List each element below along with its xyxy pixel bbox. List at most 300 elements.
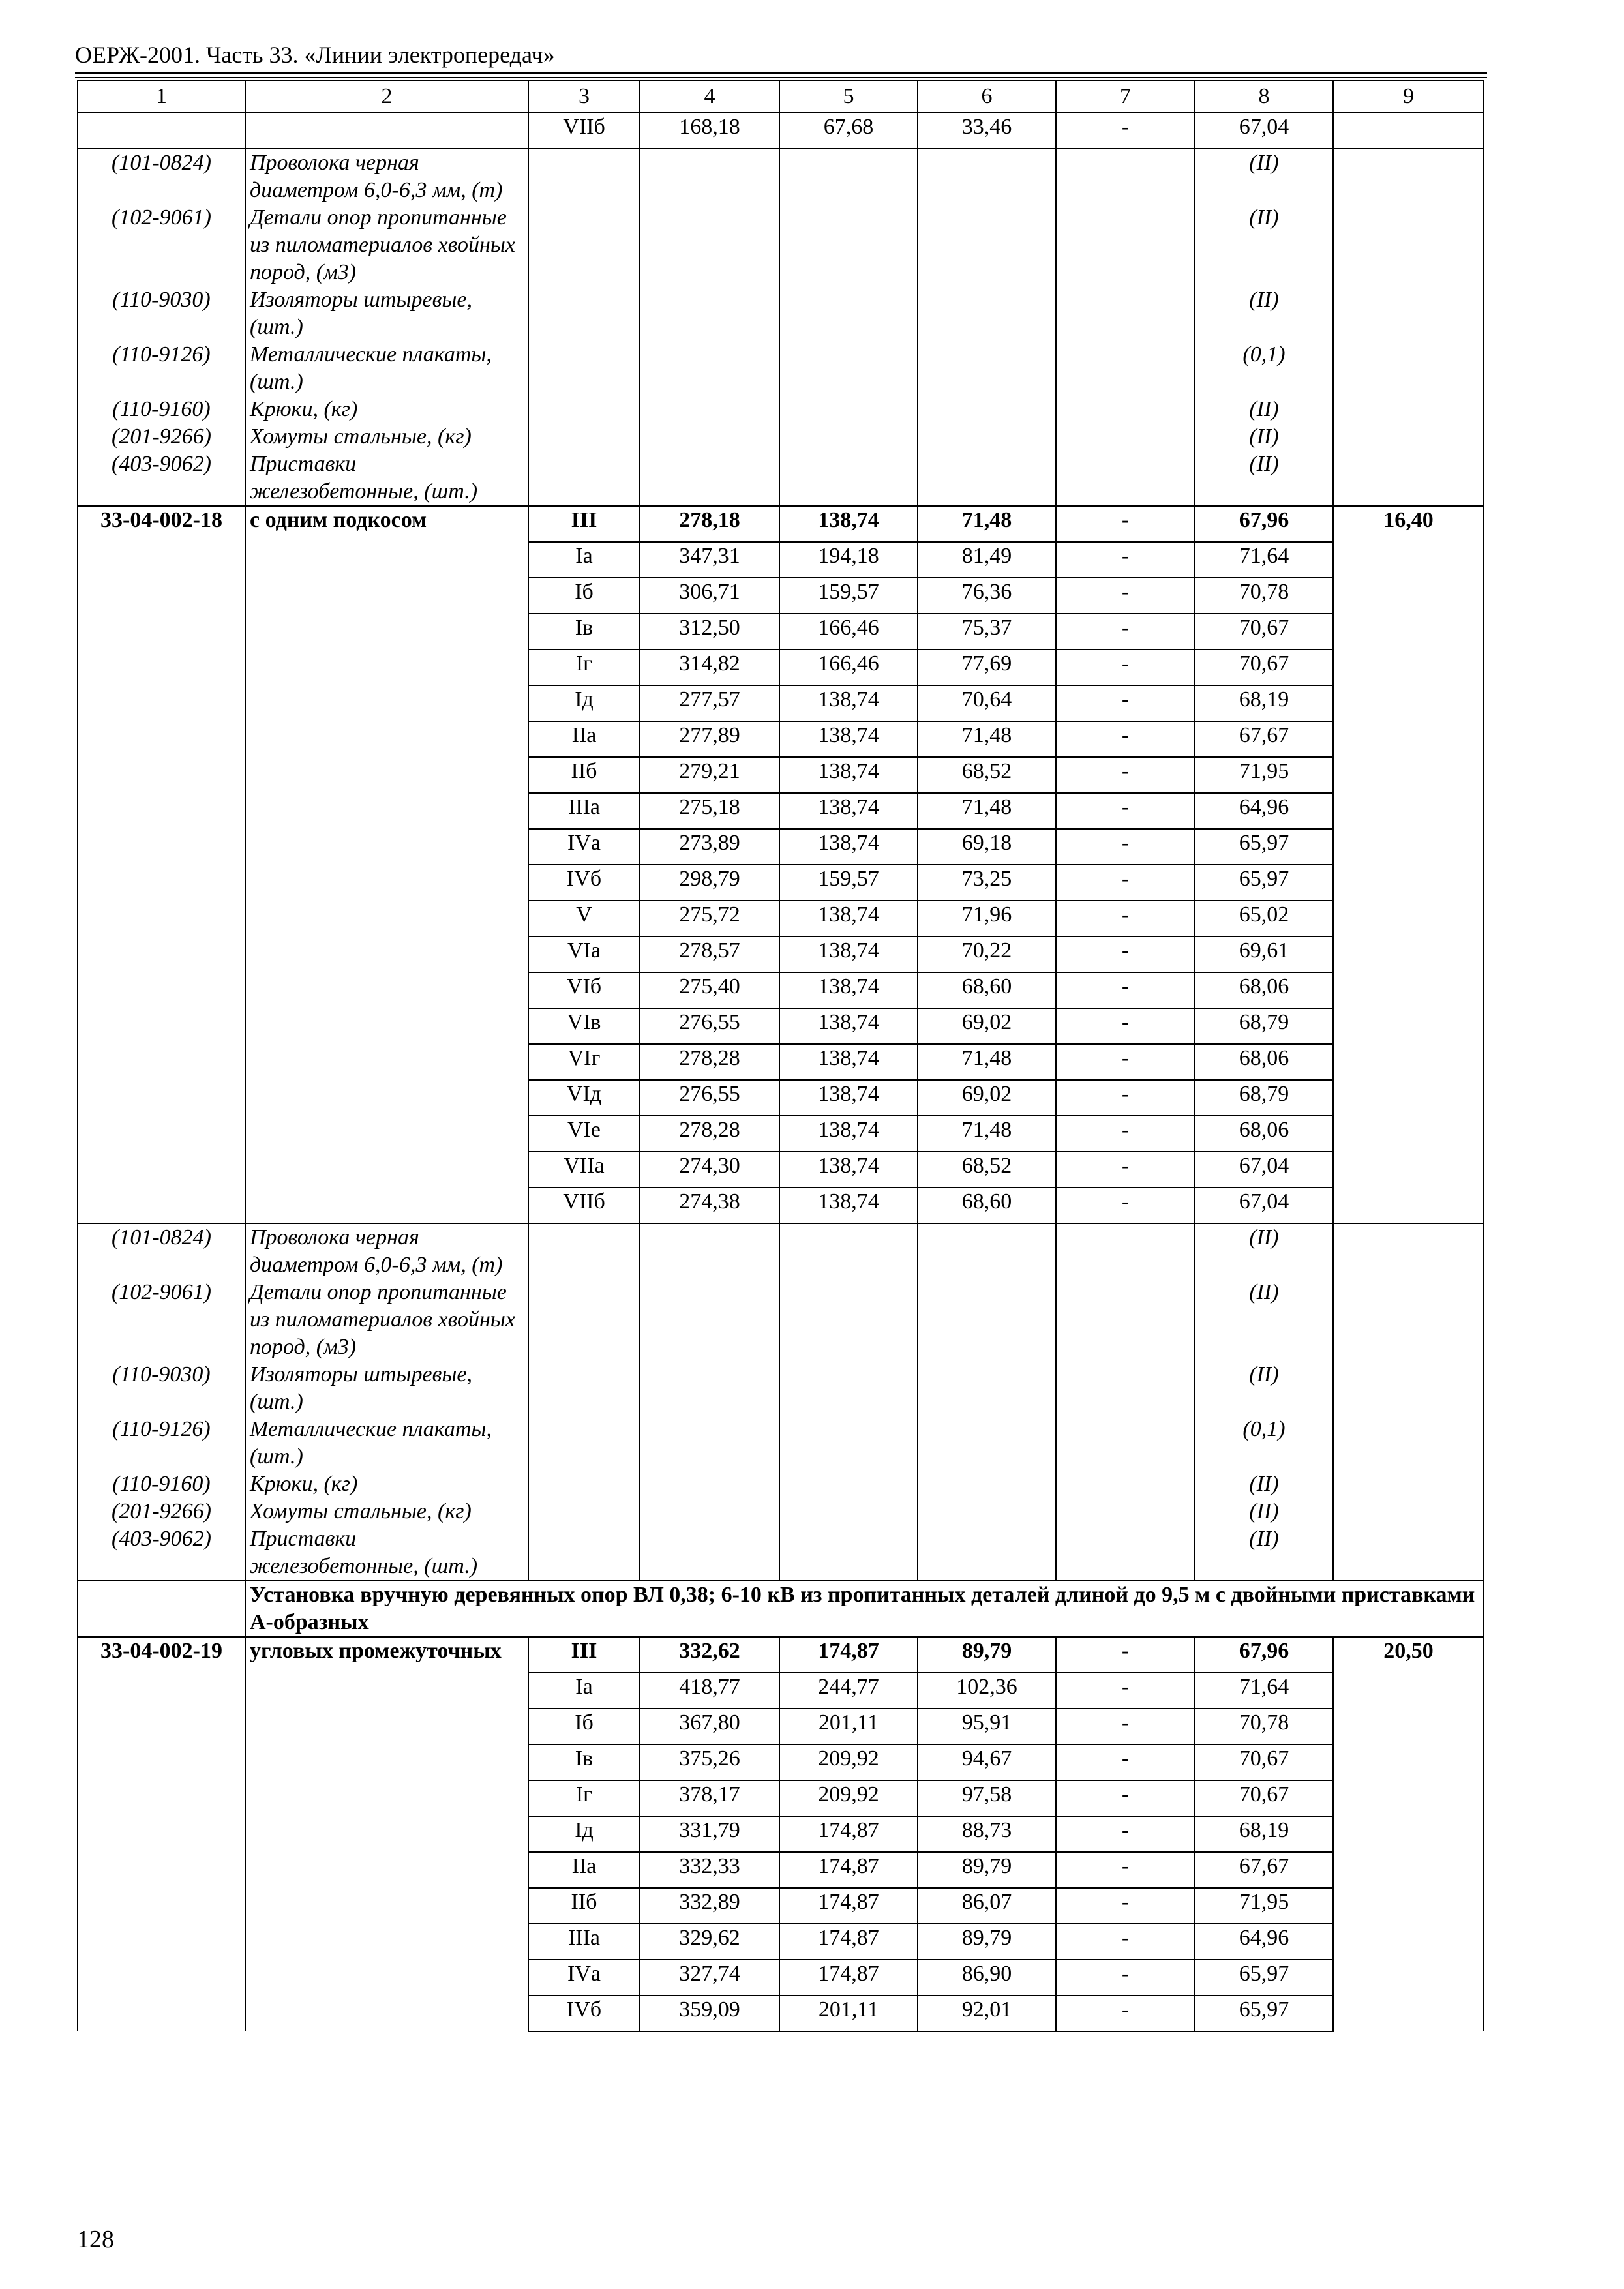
material-name: Приставки железобетонные, (шт.)	[245, 451, 528, 506]
machine-cost-cell: 70,64	[918, 685, 1056, 721]
material-qty: (0,1)	[1195, 1416, 1333, 1471]
driver-wages-cell: -	[1056, 1116, 1195, 1152]
empty-cell	[779, 396, 918, 423]
norm-subclass-cell: IVа	[528, 829, 640, 865]
wages-cell: 209,92	[779, 1744, 918, 1780]
empty-cell	[528, 396, 640, 423]
total-cost-cell: 276,55	[640, 1080, 779, 1116]
material-qty: (0,1)	[1195, 341, 1333, 396]
norm-subclass-cell: IVб	[528, 1996, 640, 2031]
empty-cell	[918, 1223, 1056, 1279]
wages-cell: 174,87	[779, 1888, 918, 1924]
empty-cell	[918, 396, 1056, 423]
machine-cost-cell: 81,49	[918, 542, 1056, 578]
total-cost-cell: 312,50	[640, 614, 779, 650]
total-cost-cell: 275,40	[640, 972, 779, 1008]
materials-cost-cell: 64,96	[1195, 1924, 1333, 1960]
empty-cell	[1333, 113, 1484, 149]
material-code: (110-9126)	[78, 1416, 245, 1471]
empty-cell	[779, 1223, 918, 1279]
empty-cell	[1056, 1416, 1195, 1471]
materials-cost-cell: 68,79	[1195, 1008, 1333, 1044]
material-code: (101-0824)	[78, 149, 245, 204]
empty-cell	[1056, 204, 1195, 286]
wages-cell: 138,74	[779, 1080, 918, 1116]
machine-cost-cell: 94,67	[918, 1744, 1056, 1780]
wages-cell: 174,87	[779, 1924, 918, 1960]
materials-cost-cell: 65,02	[1195, 901, 1333, 936]
driver-wages-cell: -	[1056, 1709, 1195, 1744]
machine-cost-cell: 68,52	[918, 1152, 1056, 1188]
norm-subclass-cell: Iб	[528, 578, 640, 614]
empty-cell	[528, 286, 640, 341]
empty-cell	[640, 1498, 779, 1525]
empty-cell	[528, 451, 640, 506]
machine-cost-cell: 71,48	[918, 721, 1056, 757]
rate-code: 33-04-002-18	[78, 506, 245, 1223]
materials-cost-cell: 70,67	[1195, 614, 1333, 650]
material-row	[78, 1471, 1484, 1498]
driver-wages-cell: -	[1056, 901, 1195, 936]
wages-cell: 138,74	[779, 936, 918, 972]
driver-wages-cell: -	[1056, 1924, 1195, 1960]
empty-cell	[640, 1361, 779, 1416]
driver-wages-cell: -	[1056, 1080, 1195, 1116]
materials-cost-cell: 68,19	[1195, 1816, 1333, 1852]
empty-cell	[1333, 396, 1484, 423]
driver-wages-cell: -	[1056, 1996, 1195, 2031]
total-cost-cell: 274,30	[640, 1152, 779, 1188]
machine-cost-cell: 70,22	[918, 936, 1056, 972]
machine-cost-cell: 102,36	[918, 1673, 1056, 1709]
material-name: Детали опор пропитанные из пиломатериалов хвойных пород, (м3)	[245, 204, 528, 286]
machine-cost-cell: 88,73	[918, 1816, 1056, 1852]
wages-cell: 201,11	[779, 1996, 918, 2031]
material-qty: (II)	[1195, 204, 1333, 286]
total-cost-cell: 332,62	[640, 1637, 779, 1673]
material-name: Изоляторы штыревые, (шт.)	[245, 286, 528, 341]
material-qty: (II)	[1195, 451, 1333, 506]
material-qty: (II)	[1195, 1525, 1333, 1581]
empty-cell	[779, 1416, 918, 1471]
column-header-row	[78, 80, 1484, 113]
total-cost-cell: 367,80	[640, 1709, 779, 1744]
empty-cell	[640, 149, 779, 204]
driver-wages-cell: -	[1056, 1673, 1195, 1709]
materials-cost-cell: 67,04	[1195, 113, 1333, 149]
empty-cell	[528, 1279, 640, 1361]
empty-cell	[640, 286, 779, 341]
norm-subclass-cell: Iд	[528, 685, 640, 721]
materials-cost-cell: 68,06	[1195, 1116, 1333, 1152]
column9-value: 20,50	[1333, 1637, 1484, 2031]
empty-cell	[918, 1525, 1056, 1581]
norm-subclass-cell: VIа	[528, 936, 640, 972]
machine-cost-cell: 86,90	[918, 1960, 1056, 1996]
empty-cell	[779, 451, 918, 506]
machine-cost-cell: 76,36	[918, 578, 1056, 614]
material-qty: (II)	[1195, 423, 1333, 451]
material-name: Металлические плакаты, (шт.)	[245, 1416, 528, 1471]
material-qty: (II)	[1195, 1279, 1333, 1361]
driver-wages-cell: -	[1056, 829, 1195, 865]
empty-cell	[78, 113, 245, 149]
empty-cell	[779, 1361, 918, 1416]
machine-cost-cell: 89,79	[918, 1637, 1056, 1673]
empty-cell	[779, 204, 918, 286]
machine-cost-cell: 86,07	[918, 1888, 1056, 1924]
machine-cost-cell: 68,60	[918, 972, 1056, 1008]
wages-cell: 244,77	[779, 1673, 918, 1709]
material-name: Хомуты стальные, (кг)	[245, 423, 528, 451]
empty-cell	[1333, 286, 1484, 341]
material-code: (110-9126)	[78, 341, 245, 396]
empty-cell	[1056, 1279, 1195, 1361]
wages-cell: 138,74	[779, 685, 918, 721]
empty-cell	[1333, 1361, 1484, 1416]
material-name: Хомуты стальные, (кг)	[245, 1498, 528, 1525]
norm-subclass-cell: III	[528, 1637, 640, 1673]
material-qty: (II)	[1195, 286, 1333, 341]
empty-cell	[1056, 1498, 1195, 1525]
empty-cell	[640, 1525, 779, 1581]
empty-cell	[779, 149, 918, 204]
material-qty: (II)	[1195, 1498, 1333, 1525]
material-row	[78, 1223, 1484, 1279]
wages-cell: 159,57	[779, 865, 918, 901]
machine-cost-cell: 68,52	[918, 757, 1056, 793]
norm-subclass-cell: VIIб	[528, 1188, 640, 1223]
machine-cost-cell: 71,48	[918, 1044, 1056, 1080]
empty-cell	[1333, 451, 1484, 506]
materials-cost-cell: 67,67	[1195, 1852, 1333, 1888]
wages-cell: 138,74	[779, 793, 918, 829]
materials-cost-cell: 67,96	[1195, 1637, 1333, 1673]
material-qty: (II)	[1195, 149, 1333, 204]
empty-cell	[918, 1416, 1056, 1471]
wages-cell: 194,18	[779, 542, 918, 578]
material-code: (110-9030)	[78, 1361, 245, 1416]
norm-subclass-cell: IIIа	[528, 1924, 640, 1960]
wages-cell: 174,87	[779, 1852, 918, 1888]
machine-cost-cell: 69,02	[918, 1080, 1056, 1116]
materials-cost-cell: 67,04	[1195, 1152, 1333, 1188]
machine-cost-cell: 69,02	[918, 1008, 1056, 1044]
empty-cell	[918, 149, 1056, 204]
machine-cost-cell: 77,69	[918, 650, 1056, 685]
empty-cell	[779, 1525, 918, 1581]
page-number: 128	[77, 2226, 114, 2253]
empty-cell	[779, 1471, 918, 1498]
empty-cell	[640, 341, 779, 396]
driver-wages-cell: -	[1056, 1888, 1195, 1924]
norm-subclass-cell: Iа	[528, 1673, 640, 1709]
driver-wages-cell: -	[1056, 793, 1195, 829]
empty-cell	[1333, 204, 1484, 286]
total-cost-cell: 329,62	[640, 1924, 779, 1960]
driver-wages-cell: -	[1056, 1960, 1195, 1996]
total-cost-cell: 347,31	[640, 542, 779, 578]
material-name: Детали опор пропитанные из пиломатериалов хвойных пород, (м3)	[245, 1279, 528, 1361]
empty-cell	[1333, 341, 1484, 396]
wages-cell: 138,74	[779, 1188, 918, 1223]
driver-wages-cell: -	[1056, 1744, 1195, 1780]
empty-cell	[1333, 1498, 1484, 1525]
driver-wages-cell: -	[1056, 650, 1195, 685]
material-code: (110-9160)	[78, 1471, 245, 1498]
material-row	[78, 1361, 1484, 1416]
empty-cell	[528, 204, 640, 286]
total-cost-cell: 418,77	[640, 1673, 779, 1709]
total-cost-cell: 277,89	[640, 721, 779, 757]
materials-cost-cell: 67,04	[1195, 1188, 1333, 1223]
rate-code: 33-04-002-19	[78, 1637, 245, 2031]
empty-cell	[528, 1416, 640, 1471]
material-code: (403-9062)	[78, 451, 245, 506]
driver-wages-cell: -	[1056, 1637, 1195, 1673]
empty-cell	[528, 341, 640, 396]
material-code: (102-9061)	[78, 1279, 245, 1361]
column-header: 7	[1056, 80, 1195, 113]
materials-cost-cell: 70,78	[1195, 1709, 1333, 1744]
materials-cost-cell: 71,64	[1195, 542, 1333, 578]
total-cost-cell: 278,28	[640, 1116, 779, 1152]
material-name: Проволока черная диаметром 6,0-6,3 мм, (т)	[245, 1223, 528, 1279]
machine-cost-cell: 89,79	[918, 1852, 1056, 1888]
norm-subclass-cell: VIд	[528, 1080, 640, 1116]
wages-cell: 138,74	[779, 901, 918, 936]
total-cost-cell: 314,82	[640, 650, 779, 685]
column-header: 8	[1195, 80, 1333, 113]
column-header: 2	[245, 80, 528, 113]
material-code: (201-9266)	[78, 1498, 245, 1525]
driver-wages-cell: -	[1056, 542, 1195, 578]
wages-cell: 166,46	[779, 614, 918, 650]
driver-wages-cell: -	[1056, 936, 1195, 972]
machine-cost-cell: 71,48	[918, 1116, 1056, 1152]
empty-cell	[1056, 286, 1195, 341]
material-row	[78, 396, 1484, 423]
norm-subclass-cell: V	[528, 901, 640, 936]
driver-wages-cell: -	[1056, 506, 1195, 542]
materials-cost-cell: 70,67	[1195, 1780, 1333, 1816]
driver-wages-cell: -	[1056, 1780, 1195, 1816]
empty-cell	[640, 1416, 779, 1471]
wages-cell: 138,74	[779, 1044, 918, 1080]
materials-cost-cell: 69,61	[1195, 936, 1333, 972]
driver-wages-cell: -	[1056, 685, 1195, 721]
empty-cell	[1056, 1223, 1195, 1279]
norm-subclass-cell: IIб	[528, 1888, 640, 1924]
table-row	[78, 113, 1484, 149]
material-name: Проволока черная диаметром 6,0-6,3 мм, (т)	[245, 149, 528, 204]
table-body	[78, 80, 1484, 2031]
material-row	[78, 286, 1484, 341]
table-row	[78, 506, 1484, 542]
wages-cell: 174,87	[779, 1960, 918, 1996]
empty-cell	[1333, 1223, 1484, 1279]
material-code: (101-0824)	[78, 1223, 245, 1279]
materials-cost-cell: 67,96	[1195, 506, 1333, 542]
empty-cell	[1333, 149, 1484, 204]
total-cost-cell: 278,28	[640, 1044, 779, 1080]
empty-cell	[1333, 1525, 1484, 1581]
material-qty: (II)	[1195, 1361, 1333, 1416]
driver-wages-cell: -	[1056, 1008, 1195, 1044]
empty-cell	[1056, 451, 1195, 506]
driver-wages-cell: -	[1056, 578, 1195, 614]
empty-cell	[1056, 1525, 1195, 1581]
norm-subclass-cell: IIа	[528, 721, 640, 757]
empty-cell	[528, 423, 640, 451]
material-name: Приставки железобетонные, (шт.)	[245, 1525, 528, 1581]
empty-cell	[640, 1279, 779, 1361]
total-cost-cell: 278,57	[640, 936, 779, 972]
total-cost-cell: 275,18	[640, 793, 779, 829]
materials-cost-cell: 65,97	[1195, 865, 1333, 901]
materials-cost-cell: 68,06	[1195, 1044, 1333, 1080]
empty-cell	[779, 423, 918, 451]
driver-wages-cell: -	[1056, 113, 1195, 149]
total-cost-cell: 279,21	[640, 757, 779, 793]
empty-cell	[1333, 1279, 1484, 1361]
norm-subclass-cell: Iг	[528, 1780, 640, 1816]
material-name: Крюки, (кг)	[245, 1471, 528, 1498]
materials-cost-cell: 70,67	[1195, 650, 1333, 685]
norm-subclass-cell: VIв	[528, 1008, 640, 1044]
total-cost-cell: 332,89	[640, 1888, 779, 1924]
rate-name: с одним подкосом	[245, 506, 528, 1223]
empty-cell	[640, 204, 779, 286]
empty-cell	[918, 451, 1056, 506]
material-code: (201-9266)	[78, 423, 245, 451]
norm-subclass-cell: Iв	[528, 614, 640, 650]
empty-cell	[918, 1498, 1056, 1525]
materials-cost-cell: 71,95	[1195, 1888, 1333, 1924]
wages-cell: 138,74	[779, 506, 918, 542]
material-code: (102-9061)	[78, 204, 245, 286]
norm-subclass-cell: IVа	[528, 1960, 640, 1996]
material-row	[78, 1279, 1484, 1361]
material-code: (403-9062)	[78, 1525, 245, 1581]
total-cost-cell: 278,18	[640, 506, 779, 542]
machine-cost-cell: 68,60	[918, 1188, 1056, 1223]
driver-wages-cell: -	[1056, 1852, 1195, 1888]
column-header: 4	[640, 80, 779, 113]
driver-wages-cell: -	[1056, 1044, 1195, 1080]
machine-cost-cell: 71,48	[918, 793, 1056, 829]
materials-cost-cell: 70,67	[1195, 1744, 1333, 1780]
driver-wages-cell: -	[1056, 1152, 1195, 1188]
norm-subclass-cell: IIб	[528, 757, 640, 793]
norm-subclass-cell: VIе	[528, 1116, 640, 1152]
empty-cell	[640, 451, 779, 506]
wages-cell: 138,74	[779, 1116, 918, 1152]
total-cost-cell: 168,18	[640, 113, 779, 149]
norm-subclass-cell: IVб	[528, 865, 640, 901]
materials-cost-cell: 65,97	[1195, 1960, 1333, 1996]
material-row	[78, 1525, 1484, 1581]
machine-cost-cell: 73,25	[918, 865, 1056, 901]
empty-cell	[1056, 423, 1195, 451]
empty-cell	[640, 1223, 779, 1279]
machine-cost-cell: 71,96	[918, 901, 1056, 936]
materials-cost-cell: 68,19	[1195, 685, 1333, 721]
empty-cell	[640, 1471, 779, 1498]
empty-cell	[1333, 1416, 1484, 1471]
empty-cell	[918, 1471, 1056, 1498]
materials-cost-cell: 68,79	[1195, 1080, 1333, 1116]
material-name: Крюки, (кг)	[245, 396, 528, 423]
material-row	[78, 149, 1484, 204]
material-code: (110-9030)	[78, 286, 245, 341]
wages-cell: 166,46	[779, 650, 918, 685]
materials-cost-cell: 67,67	[1195, 721, 1333, 757]
total-cost-cell: 378,17	[640, 1780, 779, 1816]
wages-cell: 138,74	[779, 1152, 918, 1188]
empty-cell	[528, 1525, 640, 1581]
empty-cell	[779, 1498, 918, 1525]
materials-cost-cell: 68,06	[1195, 972, 1333, 1008]
driver-wages-cell: -	[1056, 1816, 1195, 1852]
material-name: Изоляторы штыревые, (шт.)	[245, 1361, 528, 1416]
norm-subclass-cell: IIа	[528, 1852, 640, 1888]
empty-cell	[528, 1361, 640, 1416]
empty-cell	[918, 1279, 1056, 1361]
driver-wages-cell: -	[1056, 757, 1195, 793]
wages-cell: 138,74	[779, 1008, 918, 1044]
total-cost-cell: 275,72	[640, 901, 779, 936]
column-header: 3	[528, 80, 640, 113]
norm-subclass-cell: Iд	[528, 1816, 640, 1852]
machine-cost-cell: 95,91	[918, 1709, 1056, 1744]
column-header: 6	[918, 80, 1056, 113]
material-code: (110-9160)	[78, 396, 245, 423]
empty-cell	[528, 1223, 640, 1279]
norm-subclass-cell: IIIа	[528, 793, 640, 829]
wages-cell: 209,92	[779, 1780, 918, 1816]
material-row	[78, 341, 1484, 396]
empty-cell	[1333, 423, 1484, 451]
norm-subclass-cell: VIIб	[528, 113, 640, 149]
empty-cell	[779, 286, 918, 341]
total-cost-cell: 332,33	[640, 1852, 779, 1888]
driver-wages-cell: -	[1056, 1188, 1195, 1223]
material-qty: (II)	[1195, 396, 1333, 423]
wages-cell: 67,68	[779, 113, 918, 149]
norm-subclass-cell: Iа	[528, 542, 640, 578]
norm-subclass-cell: VIг	[528, 1044, 640, 1080]
materials-cost-cell: 65,97	[1195, 1996, 1333, 2031]
total-cost-cell: 276,55	[640, 1008, 779, 1044]
material-qty: (II)	[1195, 1223, 1333, 1279]
machine-cost-cell: 92,01	[918, 1996, 1056, 2031]
norm-subclass-cell: Iб	[528, 1709, 640, 1744]
empty-cell	[1056, 1471, 1195, 1498]
empty-cell	[640, 423, 779, 451]
empty-cell	[1333, 1471, 1484, 1498]
empty-cell	[1056, 149, 1195, 204]
page-header: ОЕРЖ-2001. Часть 33. «Линии электропередач»	[75, 42, 555, 68]
total-cost-cell: 306,71	[640, 578, 779, 614]
empty-cell	[779, 1279, 918, 1361]
machine-cost-cell: 97,58	[918, 1780, 1056, 1816]
total-cost-cell: 277,57	[640, 685, 779, 721]
section-title-row	[78, 1581, 1484, 1637]
norm-subclass-cell: Iв	[528, 1744, 640, 1780]
norm-subclass-cell: III	[528, 506, 640, 542]
materials-cost-cell: 64,96	[1195, 793, 1333, 829]
